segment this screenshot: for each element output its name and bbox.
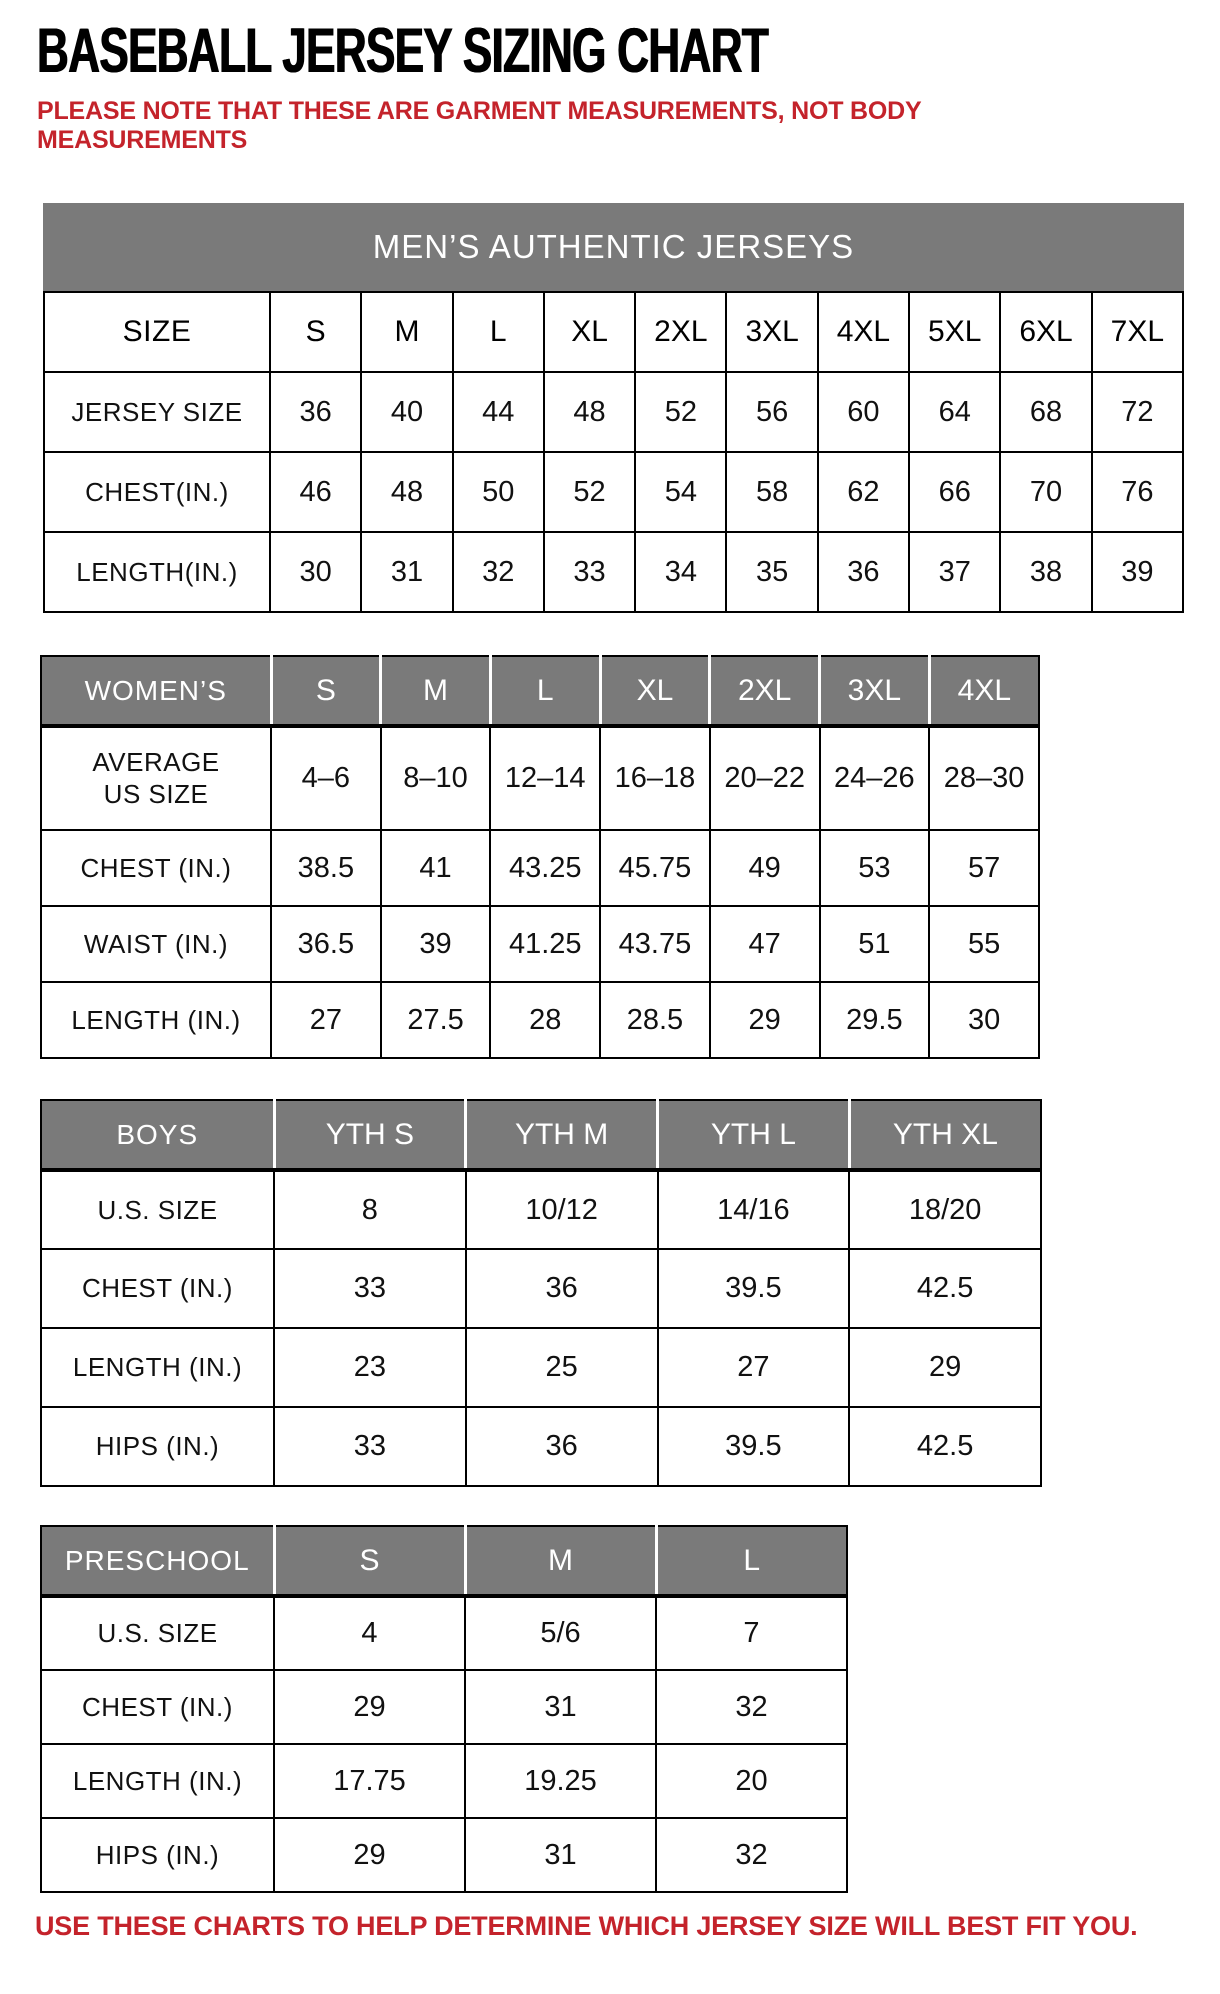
mens-value-cell: 76 <box>1092 452 1183 532</box>
mens-row-label: JERSEY SIZE <box>44 372 270 452</box>
note-line-2: MEASUREMENTS <box>37 126 248 154</box>
boys-value-cell: 39.5 <box>658 1249 850 1328</box>
preschool-value-cell: 4 <box>274 1596 465 1670</box>
boys-col-header-yth-l: YTH L <box>658 1100 850 1170</box>
mens-value-cell: 46 <box>270 452 361 532</box>
womens-value-cell: 53 <box>820 830 930 906</box>
boys-value-cell: 33 <box>274 1407 466 1486</box>
mens-col-header-m: M <box>361 292 452 372</box>
mens-value-cell: 44 <box>453 372 544 452</box>
boys-col-header-yth-s: YTH S <box>274 1100 466 1170</box>
boys-value-cell: 42.5 <box>849 1249 1041 1328</box>
boys-value-cell: 36 <box>466 1407 658 1486</box>
mens-value-cell: 36 <box>270 372 361 452</box>
womens-value-cell: 39 <box>381 906 491 982</box>
womens-value-cell: 57 <box>929 830 1039 906</box>
preschool-value-cell: 17.75 <box>274 1744 465 1818</box>
womens-row-label: AVERAGE US SIZE <box>41 726 271 830</box>
womens-sizing-table-section <box>40 655 1040 1059</box>
mens-value-cell: 32 <box>453 532 544 612</box>
mens-value-cell: 34 <box>635 532 726 612</box>
mens-table <box>43 291 1184 613</box>
mens-value-cell: 38 <box>1000 532 1091 612</box>
preschool-row-label: U.S. SIZE <box>41 1596 274 1670</box>
preschool-value-cell: 31 <box>465 1670 656 1744</box>
mens-col-header-4xl: 4XL <box>818 292 909 372</box>
mens-header-label: SIZE <box>44 292 270 372</box>
preschool-value-cell: 32 <box>656 1818 847 1892</box>
mens-col-header-l: L <box>453 292 544 372</box>
preschool-col-header-m: M <box>465 1526 656 1596</box>
mens-value-cell: 35 <box>726 532 817 612</box>
mens-col-header-5xl: 5XL <box>909 292 1000 372</box>
mens-col-header-6xl: 6XL <box>1000 292 1091 372</box>
mens-col-header-7xl: 7XL <box>1092 292 1183 372</box>
note-line-1: PLEASE NOTE THAT THESE ARE GARMENT MEASUREMENTS, NOT BODY <box>37 97 922 125</box>
boys-value-cell: 10/12 <box>466 1170 658 1249</box>
womens-value-cell: 12–14 <box>490 726 600 830</box>
boys-table <box>40 1099 1042 1487</box>
preschool-value-cell: 20 <box>656 1744 847 1818</box>
mens-value-cell: 33 <box>544 532 635 612</box>
preschool-row-label: HIPS (IN.) <box>41 1818 274 1892</box>
mens-value-cell: 70 <box>1000 452 1091 532</box>
womens-value-cell: 28–30 <box>929 726 1039 830</box>
boys-col-header-yth-xl: YTH XL <box>849 1100 1041 1170</box>
womens-value-cell: 16–18 <box>600 726 710 830</box>
mens-value-cell: 54 <box>635 452 726 532</box>
preschool-value-cell: 29 <box>274 1818 465 1892</box>
mens-col-header-2xl: 2XL <box>635 292 726 372</box>
womens-value-cell: 29.5 <box>820 982 930 1058</box>
boys-value-cell: 42.5 <box>849 1407 1041 1486</box>
preschool-row-label: CHEST (IN.) <box>41 1670 274 1744</box>
mens-value-cell: 64 <box>909 372 1000 452</box>
preschool-value-cell: 29 <box>274 1670 465 1744</box>
mens-value-cell: 58 <box>726 452 817 532</box>
womens-value-cell: 27 <box>271 982 381 1058</box>
womens-col-header-l: L <box>490 656 600 726</box>
womens-col-header-2xl: 2XL <box>710 656 820 726</box>
womens-value-cell: 8–10 <box>381 726 491 830</box>
womens-value-cell: 30 <box>929 982 1039 1058</box>
womens-value-cell: 55 <box>929 906 1039 982</box>
mens-value-cell: 48 <box>544 372 635 452</box>
boys-value-cell: 18/20 <box>849 1170 1041 1249</box>
mens-banner-title: MEN’S AUTHENTIC JERSEYS <box>43 203 1184 291</box>
mens-value-cell: 66 <box>909 452 1000 532</box>
womens-value-cell: 27.5 <box>381 982 491 1058</box>
page-title: BASEBALL JERSEY SIZING CHART <box>37 16 769 86</box>
mens-value-cell: 39 <box>1092 532 1183 612</box>
preschool-value-cell: 7 <box>656 1596 847 1670</box>
mens-row-label: CHEST(IN.) <box>44 452 270 532</box>
mens-value-cell: 72 <box>1092 372 1183 452</box>
preschool-value-cell: 31 <box>465 1818 656 1892</box>
boys-value-cell: 27 <box>658 1328 850 1407</box>
boys-row-label: CHEST (IN.) <box>41 1249 274 1328</box>
womens-value-cell: 20–22 <box>710 726 820 830</box>
womens-col-header-4xl: 4XL <box>929 656 1039 726</box>
womens-value-cell: 43.75 <box>600 906 710 982</box>
womens-header-label: WOMEN’S <box>41 656 271 726</box>
boys-sizing-table-section <box>40 1099 1042 1487</box>
womens-table <box>40 655 1040 1059</box>
womens-value-cell: 28 <box>490 982 600 1058</box>
womens-value-cell: 41 <box>381 830 491 906</box>
mens-col-header-xl: XL <box>544 292 635 372</box>
mens-value-cell: 62 <box>818 452 909 532</box>
womens-value-cell: 36.5 <box>271 906 381 982</box>
preschool-value-cell: 5/6 <box>465 1596 656 1670</box>
womens-value-cell: 29 <box>710 982 820 1058</box>
boys-value-cell: 8 <box>274 1170 466 1249</box>
boys-value-cell: 29 <box>849 1328 1041 1407</box>
mens-value-cell: 36 <box>818 532 909 612</box>
boys-value-cell: 33 <box>274 1249 466 1328</box>
womens-value-cell: 47 <box>710 906 820 982</box>
womens-value-cell: 38.5 <box>271 830 381 906</box>
preschool-col-header-s: S <box>274 1526 465 1596</box>
preschool-col-header-l: L <box>656 1526 847 1596</box>
mens-value-cell: 50 <box>453 452 544 532</box>
womens-row-label: CHEST (IN.) <box>41 830 271 906</box>
womens-value-cell: 41.25 <box>490 906 600 982</box>
boys-value-cell: 39.5 <box>658 1407 850 1486</box>
boys-row-label: HIPS (IN.) <box>41 1407 274 1486</box>
womens-value-cell: 43.25 <box>490 830 600 906</box>
womens-col-header-xl: XL <box>600 656 710 726</box>
womens-value-cell: 45.75 <box>600 830 710 906</box>
womens-value-cell: 28.5 <box>600 982 710 1058</box>
boys-value-cell: 14/16 <box>658 1170 850 1249</box>
womens-col-header-s: S <box>271 656 381 726</box>
womens-value-cell: 24–26 <box>820 726 930 830</box>
boys-value-cell: 25 <box>466 1328 658 1407</box>
womens-value-cell: 4–6 <box>271 726 381 830</box>
mens-col-header-s: S <box>270 292 361 372</box>
boys-value-cell: 36 <box>466 1249 658 1328</box>
mens-value-cell: 52 <box>544 452 635 532</box>
womens-col-header-m: M <box>381 656 491 726</box>
mens-value-cell: 30 <box>270 532 361 612</box>
mens-sizing-table-section <box>43 203 1184 613</box>
boys-row-label: LENGTH (IN.) <box>41 1328 274 1407</box>
mens-value-cell: 48 <box>361 452 452 532</box>
preschool-sizing-table-section <box>40 1525 848 1893</box>
mens-value-cell: 68 <box>1000 372 1091 452</box>
boys-header-label: BOYS <box>41 1100 274 1170</box>
mens-value-cell: 31 <box>361 532 452 612</box>
footer-note: USE THESE CHARTS TO HELP DETERMINE WHICH JERSEY SIZE WILL BEST FIT YOU. <box>35 1911 1138 1941</box>
womens-row-label: WAIST (IN.) <box>41 906 271 982</box>
preschool-header-label: PRESCHOOL <box>41 1526 274 1596</box>
boys-col-header-yth-m: YTH M <box>466 1100 658 1170</box>
preschool-table <box>40 1525 848 1893</box>
preschool-value-cell: 32 <box>656 1670 847 1744</box>
preschool-row-label: LENGTH (IN.) <box>41 1744 274 1818</box>
mens-value-cell: 37 <box>909 532 1000 612</box>
womens-value-cell: 49 <box>710 830 820 906</box>
mens-value-cell: 40 <box>361 372 452 452</box>
mens-value-cell: 56 <box>726 372 817 452</box>
mens-value-cell: 60 <box>818 372 909 452</box>
womens-value-cell: 51 <box>820 906 930 982</box>
mens-col-header-3xl: 3XL <box>726 292 817 372</box>
womens-row-label: LENGTH (IN.) <box>41 982 271 1058</box>
garment-measurement-note <box>37 97 1220 155</box>
boys-row-label: U.S. SIZE <box>41 1170 274 1249</box>
womens-col-header-3xl: 3XL <box>820 656 930 726</box>
mens-value-cell: 52 <box>635 372 726 452</box>
preschool-value-cell: 19.25 <box>465 1744 656 1818</box>
boys-value-cell: 23 <box>274 1328 466 1407</box>
mens-row-label: LENGTH(IN.) <box>44 532 270 612</box>
